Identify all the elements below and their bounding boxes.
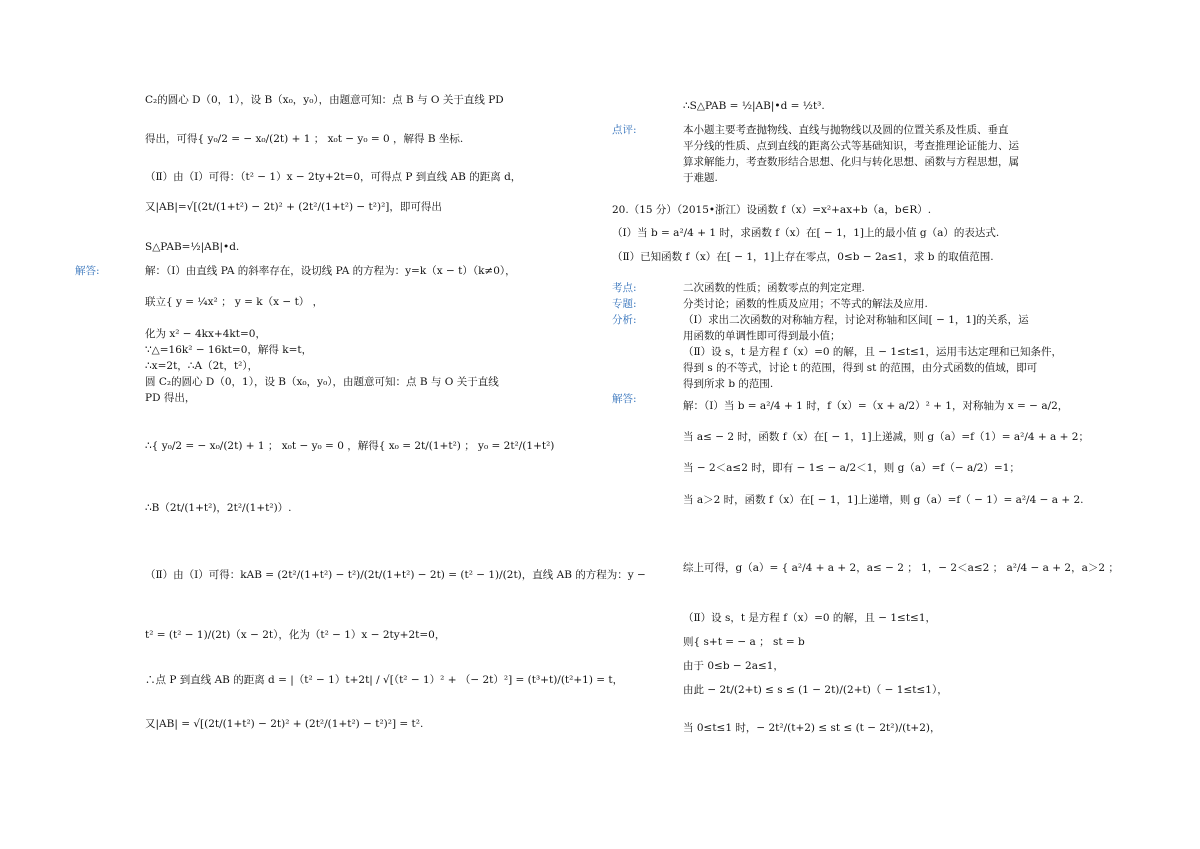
text-line: 化为 x² − 4kx+4kt=0， xyxy=(145,328,266,340)
text-line: 分类讨论；函数的性质及应用；不等式的解法及应用. xyxy=(683,298,928,310)
text-line: 当 − 2＜a≤2 时，即有 − 1≤ − a/2＜1，则 g（a）=f（− a/2）=1； xyxy=(683,462,1020,474)
text-line: 当 a≤ − 2 时，函数 f（x）在[ − 1，1]上递减，则 g（a）=f（1）= a²/4 + a + 2； xyxy=(683,431,1089,443)
text-line: 于难题. xyxy=(683,172,718,184)
text-line: 综上可得，g（a）= { a²/4 + a + 2，a≤ − 2 ； 1，− 2＜a≤2 ； a²/4 − a + 2，a＞2 ； xyxy=(683,562,1119,574)
text-line: 联立{ y = ¼x² ； y = k（x − t） ， xyxy=(145,296,324,308)
text-line: ∴x=2t，∴A（2t，t²）， xyxy=(145,360,259,372)
question-title: 20.（15 分）（2015•浙江）设函数 f（x）=x²+ax+b（a，b∈R）. xyxy=(612,204,932,216)
text-line: ∴{ y₀/2 = − x₀/(2t) + 1 ； x₀t − y₀ = 0 ，解得{ x₀ = 2t/(1+t²) ； y₀ = 2t²/(1+t²) xyxy=(145,440,555,452)
text-line: 由此 − 2t/(2+t) ≤ s ≤ (1 − 2t)/(2+t)（ − 1≤t≤1）， xyxy=(683,684,948,696)
answer-label: 解答: xyxy=(75,265,100,277)
text-line: 得到所求 b 的范围. xyxy=(683,378,774,390)
text-line: （Ⅱ）设 s，t 是方程 f（x）=0 的解，且 − 1≤t≤1， xyxy=(683,612,937,624)
text-line: 解：（Ⅰ）由直线 PA 的斜率存在，设切线 PA 的方程为：y=k（x − t）（k≠0）， xyxy=(145,265,516,277)
text-line: 由于 0≤b − 2a≤1， xyxy=(683,660,784,672)
text-line: 得到 s 的不等式，讨论 t 的范围，得到 st 的范围，由分式函数的值域，即可 xyxy=(683,362,1038,374)
comment-label: 点评: xyxy=(612,124,637,136)
text-line: PD 得出， xyxy=(145,392,196,404)
text-line: C₂的圆心 D（0，1），设 B（x₀，y₀），由题意可知：点 B 与 O 关于直线 PD xyxy=(145,94,504,106)
text-line: 算求解能力，考查数形结合思想、化归与转化思想、函数与方程思想，属 xyxy=(683,156,1019,168)
text-line: （Ⅰ）求出二次函数的对称轴方程，讨论对称轴和区间[ − 1，1]的关系，运 xyxy=(683,314,1029,326)
fenxi-label: 分析: xyxy=(612,314,637,326)
text-line: （Ⅱ）已知函数 f（x）在[ − 1，1]上存在零点，0≤b − 2a≤1，求 b 的取值范围. xyxy=(612,251,994,263)
text-line: 圆 C₂的圆心 D（0，1），设 B（x₀，y₀），由题意可知：点 B 与 O 关于直线 xyxy=(145,376,499,388)
text-line: 又|AB|=√[(2t/(1+t²) − 2t)² + (2t²/(1+t²) − t²)²]，即可得出 xyxy=(145,201,442,213)
text-line: 当 a＞2 时，函数 f（x）在[ − 1，1]上递增，则 g（a）=f（ − 1）= a²/4 − a + 2. xyxy=(683,494,1084,506)
text-line: 二次函数的性质；函数零点的判定定理. xyxy=(683,282,865,294)
text-line: 当 0≤t≤1 时，− 2t²/(t+2) ≤ st ≤ (t − 2t²)/(t+2)， xyxy=(683,722,941,734)
text-line: ∴点 P 到直线 AB 的距离 d = |（t² − 1）t+2t| / √[（t² − 1）² + （− 2t）²] = (t³+t)/(t²+1) = t， xyxy=(145,674,624,686)
text-line: ∵△=16k² − 16kt=0，解得 k=t， xyxy=(145,344,313,356)
text-line: ∴B（2t/(1+t²)，2t²/(1+t²)）. xyxy=(145,502,292,514)
text-line: 本小题主要考查抛物线、直线与抛物线以及圆的位置关系及性质、垂直 xyxy=(683,124,1009,136)
text-line: t² = (t² − 1)/(2t)（x − 2t），化为（t² − 1）x − 2ty+2t=0， xyxy=(145,629,446,641)
text-line: （Ⅱ）由（Ⅰ）可得：kAB = (2t²/(1+t²) − t²)/(2t/(1+t²) − 2t) = (t² − 1)/(2t)，直线 AB 的方程为：y − xyxy=(145,569,646,581)
text-line: 得出，可得{ y₀/2 = − x₀/(2t) + 1 ； x₀t − y₀ = 0 ，解得 B 坐标. xyxy=(145,133,464,145)
text-line: （Ⅰ）当 b = a²/4 + 1 时，求函数 f（x）在[ − 1，1]上的最小值 g（a）的表达式. xyxy=(612,227,1000,239)
answer-label: 解答: xyxy=(612,393,637,405)
text-line: 平分线的性质、点到直线的距离公式等基础知识，考查推理论证能力、运 xyxy=(683,140,1019,152)
text-line: （Ⅱ）设 s，t 是方程 f（x）=0 的解，且 − 1≤t≤1，运用韦达定理和已知条件， xyxy=(683,346,1063,358)
text-line: ∴S△PAB = ½|AB|•d = ½t³. xyxy=(683,100,825,112)
text-line: S△PAB=½|AB|•d. xyxy=(145,241,240,253)
text-line: 则{ s+t = − a ； st = b xyxy=(683,636,805,648)
text-line: 又|AB| = √[(2t/(1+t²) − 2t)² + (2t²/(1+t²) − t²)²] = t². xyxy=(145,718,424,730)
text-line: 用函数的单调性即可得到最小值； xyxy=(683,330,841,342)
text-line: （Ⅱ）由（Ⅰ）可得：（t² − 1）x − 2ty+2t=0，可得点 P 到直线 AB 的距离 d， xyxy=(145,171,522,183)
kaodian-label: 考点: xyxy=(612,282,637,294)
text-line: 解：（Ⅰ）当 b = a²/4 + 1 时，f（x）=（x + a/2）² + 1，对称轴为 x = − a/2， xyxy=(683,400,1069,412)
zhuanti-label: 专题: xyxy=(612,298,637,310)
